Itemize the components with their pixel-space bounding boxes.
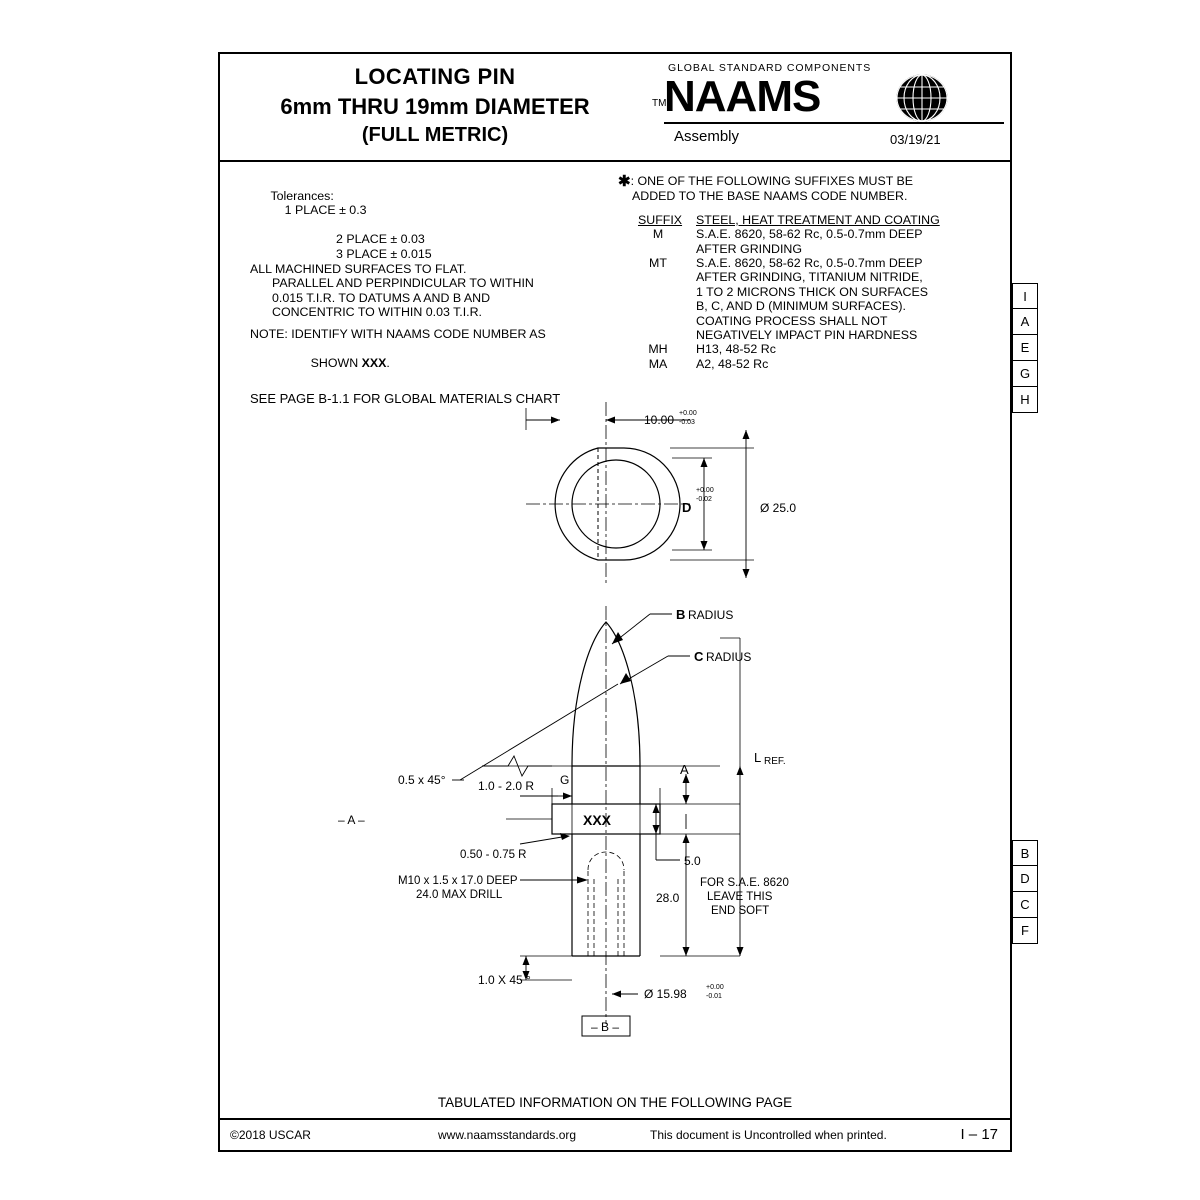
machined-note-1: ALL MACHINED SURFACES TO FLAT.	[250, 261, 467, 276]
asterisk-icon: ✱	[618, 173, 631, 190]
dim-28-label: 28.0	[656, 891, 680, 905]
identify-note-code: XXX	[361, 356, 387, 371]
arrowhead	[743, 569, 750, 578]
datum-d-tol-minus: -0.02	[696, 496, 712, 503]
datum-tab-i[interactable]: I	[1012, 283, 1038, 309]
datum-a-label: – A –	[338, 813, 365, 827]
thread-label-2: 24.0 MAX DRILL	[416, 889, 503, 901]
suffix-code: MH	[648, 342, 668, 357]
suffix-desc-line: 1 TO 2 MICRONS THICK ON SURFACES	[696, 284, 929, 299]
dim-1598-tol-plus: +0.00	[706, 984, 724, 991]
chamfer-top-label: 0.5 x 45°	[398, 773, 446, 787]
datum-tab-b[interactable]: B	[1012, 840, 1038, 866]
dim-1598-tol-minus: -0.01	[706, 993, 722, 1000]
globe-icon	[896, 74, 948, 122]
arrowhead	[653, 825, 660, 834]
machined-note-2: PARALLEL AND PERPINDICULAR TO WITHIN	[272, 276, 534, 291]
tolerance-2: 2 PLACE ± 0.03	[336, 232, 425, 247]
dim-diameter-25: Ø 25.0	[760, 501, 797, 515]
page-title: LOCATING PIN	[354, 64, 516, 89]
suffix-desc	[696, 342, 996, 356]
table-row	[638, 256, 998, 342]
desc-header-col: STEEL, HEAT TREATMENT AND COATING	[696, 212, 940, 227]
arrowhead	[523, 956, 530, 965]
thread-label-1: M10 x 1.5 x 17.0 DEEP	[398, 875, 518, 887]
arrowhead	[612, 632, 623, 644]
soft-note-3: END SOFT	[711, 905, 770, 917]
l-ref-label: REF.	[764, 756, 786, 767]
suffix-desc-line: COATING PROCESS SHALL NOT	[696, 313, 888, 328]
suffix-desc-line: S.A.E. 8620, 58-62 Rc, 0.5-0.7mm DEEP	[696, 256, 923, 271]
radius-mid-label: 0.50 - 0.75 R	[460, 849, 527, 861]
machined-note-3: 0.015 T.I.R. TO DATUMS A AND B AND	[272, 290, 491, 305]
datum-tab-f[interactable]: F	[1012, 918, 1038, 944]
arrowhead	[563, 793, 572, 800]
suffix-intro-1	[618, 174, 998, 189]
tabulated-note: TABULATED INFORMATION ON THE FOLLOWING PAGE	[437, 1095, 793, 1110]
suffix-desc-line: A2, 48-52 Rc	[696, 356, 769, 371]
datum-tab-g[interactable]: G	[1012, 361, 1038, 387]
brand-divider	[664, 122, 1004, 124]
arrowhead	[683, 947, 690, 956]
tolerances-line	[250, 174, 640, 232]
notes-left	[250, 174, 640, 407]
soft-note-2: LEAVE THIS	[707, 891, 773, 903]
datum-tabs-lower	[1012, 840, 1038, 944]
table-row	[638, 357, 998, 371]
radius-top-label: 1.0 - 2.0 R	[478, 779, 535, 793]
identify-note-2-pre: SHOWN	[310, 356, 362, 371]
b-radius-text: RADIUS	[688, 608, 734, 622]
suffix-header-col: SUFFIX	[638, 212, 683, 227]
title-block	[220, 54, 1010, 162]
arrowhead	[683, 834, 690, 843]
datum-tab-h[interactable]: H	[1012, 387, 1038, 413]
suffix-desc	[696, 227, 996, 256]
arrowhead	[683, 795, 690, 804]
g-dimension-label: G	[560, 773, 570, 787]
title-left	[220, 54, 650, 160]
arrowhead	[612, 991, 621, 998]
datum-tab-c[interactable]: C	[1012, 892, 1038, 918]
arrowhead	[737, 947, 744, 956]
datum-tabs-upper	[1012, 283, 1038, 413]
table-row	[638, 342, 998, 356]
copyright-text: ©2018 USCAR	[230, 1128, 311, 1142]
identify-note-2-post: .	[386, 356, 390, 371]
dim-10-00-tol-minus: -0.03	[679, 419, 695, 426]
page-subtitle-2: (FULL METRIC)	[361, 124, 509, 146]
datum-d-tol-plus: +0.00	[696, 487, 714, 494]
arrowhead	[737, 766, 744, 775]
code-box-label: XXX	[583, 812, 612, 828]
datum-d-label: D	[682, 500, 692, 515]
suffix-desc-line: H13, 48-52 Rc	[696, 342, 776, 357]
tolerances-label: Tolerances:	[270, 188, 334, 203]
a-dimension-label: A	[680, 762, 689, 777]
suffix-code: M	[652, 227, 664, 242]
suffix-code: MA	[648, 356, 668, 371]
website-link[interactable]: www.naamsstandards.org	[438, 1128, 577, 1142]
identify-note-2	[250, 342, 640, 386]
notes-right	[618, 174, 998, 371]
revision-date: 03/19/21	[890, 132, 941, 147]
dim-10-00-tol-plus: +0.00	[679, 410, 697, 417]
arrowhead	[701, 458, 708, 467]
machined-note-4: CONCENTRIC TO WITHIN 0.03 T.I.R.	[272, 305, 482, 320]
page-number: I – 17	[960, 1126, 998, 1143]
suffix-intro-2: ADDED TO THE BASE NAAMS CODE NUMBER.	[632, 189, 908, 204]
tolerance-3: 3 PLACE ± 0.015	[336, 246, 432, 261]
uncontrolled-notice: This document is Uncontrolled when printed.	[650, 1128, 887, 1142]
datum-tab-e[interactable]: E	[1012, 335, 1038, 361]
l-dimension-label: L	[754, 750, 762, 765]
suffix-desc-line: S.A.E. 8620, 58-62 Rc, 0.5-0.7mm DEEP	[696, 227, 923, 242]
brand-name: NAAMS	[664, 72, 821, 121]
suffix-table	[638, 213, 998, 371]
c-radius-letter: C	[694, 649, 704, 664]
suffix-intro-1-text: : ONE OF THE FOLLOWING SUFFIXES MUST BE	[630, 174, 914, 188]
b-radius-letter: B	[676, 607, 686, 622]
soft-note-1: FOR S.A.E. 8620	[700, 877, 789, 889]
datum-b-label: – B –	[591, 1020, 620, 1034]
dim-diameter-1598: Ø 15.98	[644, 987, 687, 1001]
tolerance-1: 1 PLACE ± 0.3	[284, 203, 367, 218]
dim-5-label: 5.0	[684, 854, 701, 868]
arrowhead	[743, 430, 750, 439]
dim-10-00: 10.00	[644, 413, 675, 427]
table-row	[638, 227, 998, 256]
drawing-sheet	[218, 52, 1012, 1152]
arrowhead	[653, 804, 660, 813]
chamfer-bottom-label: 1.0 X 45 °	[478, 973, 531, 987]
suffix-table-header	[638, 213, 998, 227]
materials-chart-note: SEE PAGE B-1.1 FOR GLOBAL MATERIALS CHART	[250, 391, 561, 407]
suffix-desc	[696, 357, 996, 371]
page-subtitle: 6mm THRU 19mm DIAMETER	[280, 94, 590, 119]
leader-line	[520, 836, 568, 844]
suffix-desc-line: NEGATIVELY IMPACT PIN HARDNESS	[696, 328, 918, 343]
trademark-mark: TM	[652, 98, 667, 109]
datum-tab-a[interactable]: A	[1012, 309, 1038, 335]
arrowhead	[606, 417, 615, 424]
c-radius-text: RADIUS	[706, 650, 752, 664]
brand-category: Assembly	[674, 128, 740, 145]
footer	[220, 1120, 1010, 1150]
arrowhead	[701, 541, 708, 550]
suffix-desc-line: AFTER GRINDING	[696, 241, 803, 256]
arrowhead	[577, 877, 588, 884]
suffix-desc-line: B, C, AND D (MINIMUM SURFACES).	[696, 299, 906, 314]
arrowhead	[551, 417, 560, 424]
identify-note-1: NOTE: IDENTIFY WITH NAAMS CODE NUMBER AS	[250, 326, 546, 341]
datum-tab-d[interactable]: D	[1012, 866, 1038, 892]
suffix-desc	[696, 256, 996, 342]
suffix-desc-line: AFTER GRINDING, TITANIUM NITRIDE,	[696, 270, 923, 285]
technical-drawing	[220, 384, 1010, 1084]
brand-tagline: GLOBAL STANDARD COMPONENTS	[668, 62, 872, 74]
brand-block	[650, 54, 1010, 160]
suffix-code: MT	[649, 256, 667, 271]
